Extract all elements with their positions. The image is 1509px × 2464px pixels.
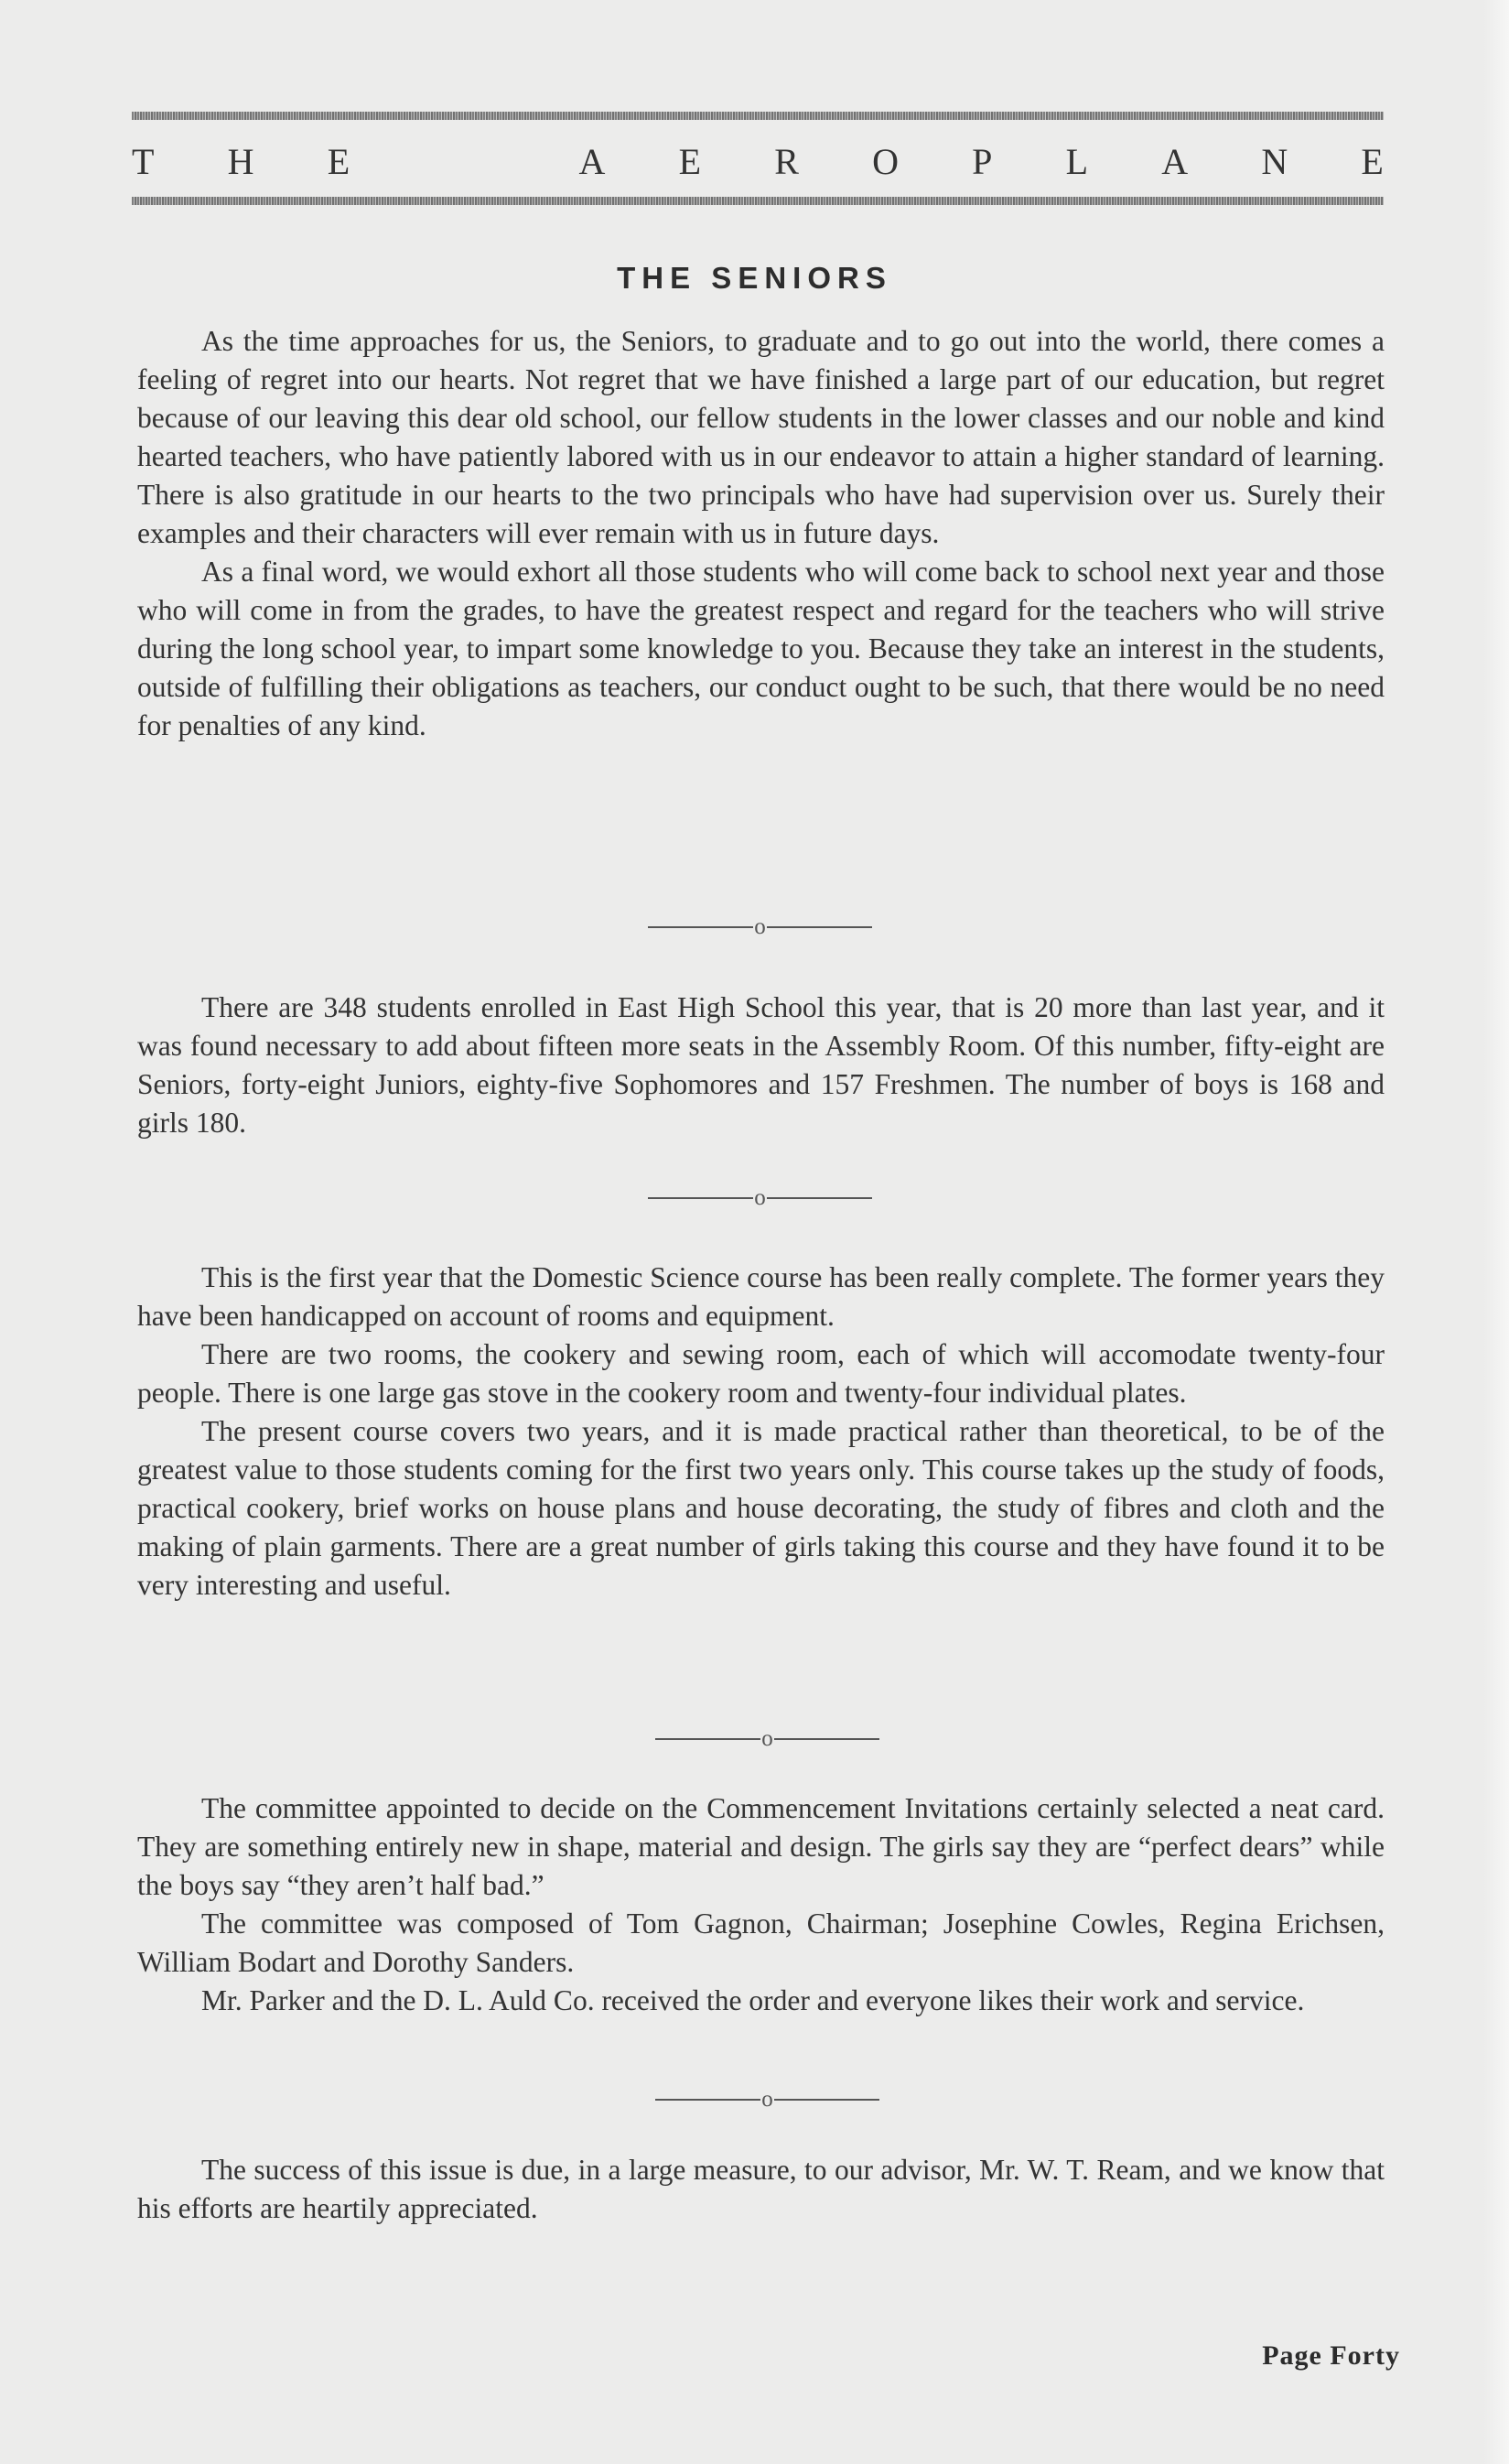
masthead-letter: O [872,140,899,182]
masthead-letter: R [774,140,799,182]
divider-line [767,1197,872,1199]
article-domestic-science [137,1259,1385,1605]
section-divider [13,2085,1509,2113]
section-divider [5,913,1509,940]
article-seniors [137,322,1385,745]
masthead-letter: P [972,140,993,182]
divider-mark: o [754,1185,766,1211]
paragraph: The committee appointed to decide on the Commencement Invitations certainly selected a neat card. They are something entirely new in shape, material and design. The girls say they are “perfect dears” while the boys say “they aren’t half bad.” [137,1792,1385,1901]
masthead-letter: N [1261,140,1288,182]
masthead-letter: A [578,140,606,182]
paragraph: Mr. Parker and the D. L. Auld Co. received the order and everyone likes their work and service. [201,1984,1305,2016]
masthead-letter: L [1065,140,1089,182]
divider-mark: o [761,2087,773,2113]
paragraph: There are two rooms, the cookery and sewing room, each of which will accomodate twenty-four people. There is one large gas stove in the cookery room and twenty-four individual plates. [137,1338,1385,1409]
divider-line [648,1197,753,1199]
section-divider [13,1724,1509,1752]
paragraph: As the time approaches for us, the Seniors, to graduate and to go out into the world, there comes a feeling of regret into our hearts. Not regret that we have finished a large part of our education, but regret because of our leaving this dear old school, our fellow students in the lower classes and our noble and kind hearted teachers, who have patiently labored with us in our endeavor to attain a higher standard of learning. There is also gratitude in our hearts to the two principals who have had supervision over us. Surely their examples and their characters will ever remain with us in future days. [137,325,1385,549]
masthead-letter: T [132,140,155,182]
divider-mark: o [754,914,766,940]
paragraph: This is the first year that the Domestic Science course has been really complete. The former years they have been handicapped on account of rooms and equipment. [137,1261,1385,1332]
masthead-top-rule [132,112,1384,120]
divider-line [774,2099,879,2101]
divider-line [648,926,753,928]
section-title: THE SENIORS [617,261,892,295]
article-commencement-invitations [137,1789,1385,2020]
masthead-bottom-rule [132,197,1384,205]
paragraph: There are 348 students enrolled in East High School this year, that is 20 more than last year, and it was found necessary to add about fifteen more seats in the Assembly Room. Of this number, fifty-eight are Seniors, forty-eight Juniors, eighty-five Sophomores and 157 Freshmen. The number of boys is 168 and girls 180. [137,991,1385,1139]
masthead-letter: E [327,140,350,182]
paragraph: As a final word, we would exhort all those students who will come back to school next year and those who will come in from the grades, to have the greatest respect and regard for the teachers who will strive during the long school year, to impart some knowledge to you. Because they take an interest in the students, outside of fulfilling their obligations as teachers, our conduct ought to be such, that there would be no need for penalties of any kind. [137,556,1385,741]
divider-line [655,1738,760,1740]
divider-mark: o [761,1726,773,1752]
masthead-letter: H [227,140,254,182]
masthead-letter: E [678,140,702,182]
masthead-letter: A [1161,140,1189,182]
divider-line [767,926,872,928]
masthead-letter: E [1361,140,1384,182]
paragraph: The present course covers two years, and it is made practical rather than theoretical, to be of the greatest value to those students coming for the first two years only. This course takes up the study of foods, practical cookery, brief works on house plans and house decorating, the study of fibres and cloth and the making of plain garments. There are a great number of girls taking this course and they have found it to be very interesting and useful. [137,1415,1385,1601]
article-acknowledgement [137,2151,1385,2228]
masthead [132,137,1384,185]
paragraph: The success of this issue is due, in a large measure, to our advisor, Mr. W. T. Ream, and we know that his efforts are heartily appreciated. [137,2154,1385,2224]
divider-line [774,1738,879,1740]
article-enrollment [137,989,1385,1142]
paragraph: The committee was composed of Tom Gagnon, Chairman; Josephine Cowles, Regina Erichsen, William Bodart and Dorothy Sanders. [137,1907,1385,1978]
page-number: Page Forty [1262,2340,1400,2371]
divider-line [655,2099,760,2101]
section-divider [5,1183,1509,1211]
